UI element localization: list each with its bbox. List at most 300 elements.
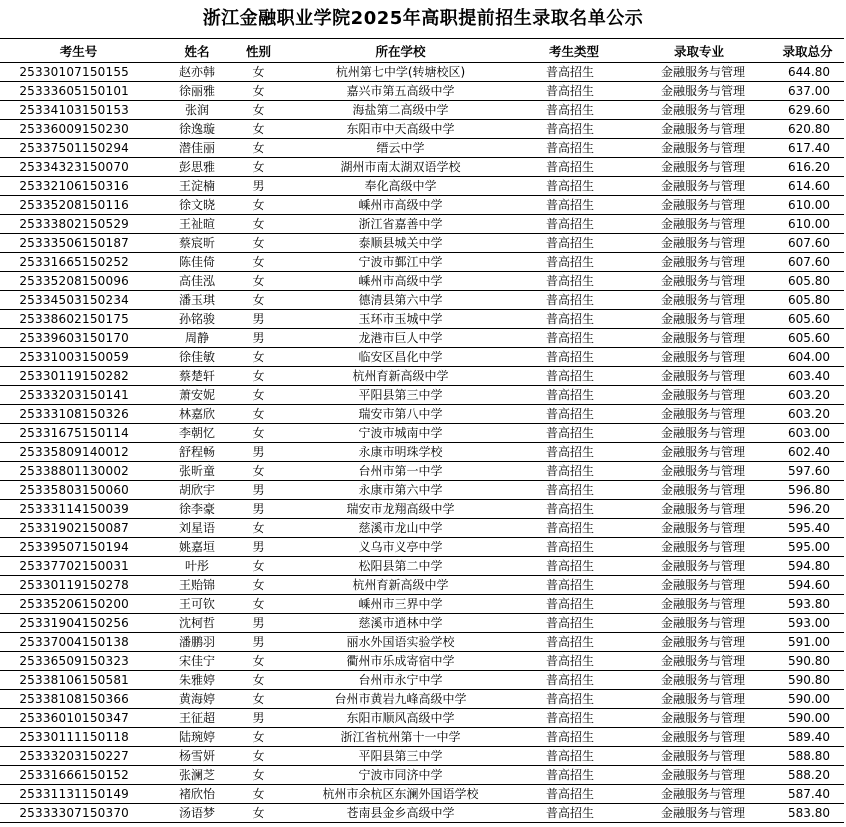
gender-cell: 女 <box>237 63 280 82</box>
candidate-type-cell: 普高招生 <box>521 234 627 253</box>
table-row <box>0 500 844 519</box>
candidate-type-cell: 普高招生 <box>521 101 627 120</box>
table-body <box>0 63 844 823</box>
school-cell: 嵊州市高级中学 <box>280 272 521 291</box>
candidate-id-cell: 25335809140012 <box>0 443 157 462</box>
gender-cell: 男 <box>237 329 280 348</box>
school-cell: 苍南县金乡高级中学 <box>280 804 521 823</box>
school-cell: 杭州市余杭区东澜外国语学校 <box>280 785 521 804</box>
candidate-id-cell: 25338602150175 <box>0 310 157 329</box>
candidate-type-cell: 普高招生 <box>521 652 627 671</box>
table-row <box>0 747 844 766</box>
candidate-type-cell: 普高招生 <box>521 671 627 690</box>
student-name-cell: 王祉暄 <box>157 215 237 234</box>
table-row <box>0 538 844 557</box>
candidate-type-cell: 普高招生 <box>521 747 627 766</box>
gender-cell: 女 <box>237 196 280 215</box>
total-score-cell: 603.20 <box>771 386 844 405</box>
candidate-id-cell: 25333605150101 <box>0 82 157 101</box>
table-row <box>0 576 844 595</box>
candidate-id-cell: 25330107150155 <box>0 63 157 82</box>
candidate-id-cell: 25330111150118 <box>0 728 157 747</box>
major-cell: 金融服务与管理 <box>627 291 771 310</box>
gender-cell: 女 <box>237 462 280 481</box>
candidate-id-cell: 25335208150096 <box>0 272 157 291</box>
student-name-cell: 王征超 <box>157 709 237 728</box>
school-cell: 永康市第六中学 <box>280 481 521 500</box>
candidate-id-cell: 25337702150031 <box>0 557 157 576</box>
candidate-id-cell: 25336009150230 <box>0 120 157 139</box>
table-row <box>0 272 844 291</box>
school-cell: 湖州市南太湖双语学校 <box>280 158 521 177</box>
table-row <box>0 424 844 443</box>
school-cell: 台州市永宁中学 <box>280 671 521 690</box>
candidate-id-cell: 25338801130002 <box>0 462 157 481</box>
gender-cell: 女 <box>237 766 280 785</box>
total-score-cell: 594.60 <box>771 576 844 595</box>
table-row <box>0 804 844 823</box>
candidate-id-cell: 25336509150323 <box>0 652 157 671</box>
table-row <box>0 253 844 272</box>
total-score-cell: 605.80 <box>771 291 844 310</box>
school-cell: 平阳县第三中学 <box>280 747 521 766</box>
candidate-id-cell: 25331902150087 <box>0 519 157 538</box>
candidate-id-cell: 25331666150152 <box>0 766 157 785</box>
major-cell: 金融服务与管理 <box>627 348 771 367</box>
total-score-cell: 607.60 <box>771 253 844 272</box>
table-row <box>0 386 844 405</box>
major-cell: 金融服务与管理 <box>627 234 771 253</box>
gender-cell: 女 <box>237 785 280 804</box>
gender-cell: 女 <box>237 272 280 291</box>
student-name-cell: 彭思雅 <box>157 158 237 177</box>
candidate-type-cell: 普高招生 <box>521 462 627 481</box>
table-row <box>0 196 844 215</box>
table-row <box>0 519 844 538</box>
candidate-id-cell: 25339603150170 <box>0 329 157 348</box>
total-score-cell: 587.40 <box>771 785 844 804</box>
student-name-cell: 杨雪妍 <box>157 747 237 766</box>
column-header-candidate-type: 考生类型 <box>521 39 627 63</box>
major-cell: 金融服务与管理 <box>627 614 771 633</box>
candidate-type-cell: 普高招生 <box>521 443 627 462</box>
candidate-type-cell: 普高招生 <box>521 728 627 747</box>
student-name-cell: 张润 <box>157 101 237 120</box>
table-row <box>0 557 844 576</box>
student-name-cell: 林嘉欣 <box>157 405 237 424</box>
student-name-cell: 陆琬婷 <box>157 728 237 747</box>
gender-cell: 男 <box>237 177 280 196</box>
table-row <box>0 177 844 196</box>
gender-cell: 男 <box>237 538 280 557</box>
candidate-type-cell: 普高招生 <box>521 557 627 576</box>
total-score-cell: 595.40 <box>771 519 844 538</box>
gender-cell: 男 <box>237 310 280 329</box>
school-cell: 缙云中学 <box>280 139 521 158</box>
student-name-cell: 叶彤 <box>157 557 237 576</box>
school-cell: 瑞安市龙翔高级中学 <box>280 500 521 519</box>
major-cell: 金融服务与管理 <box>627 766 771 785</box>
table-row <box>0 348 844 367</box>
major-cell: 金融服务与管理 <box>627 709 771 728</box>
table-row <box>0 310 844 329</box>
school-cell: 浙江省杭州第十一中学 <box>280 728 521 747</box>
candidate-id-cell: 25338106150581 <box>0 671 157 690</box>
candidate-type-cell: 普高招生 <box>521 63 627 82</box>
school-cell: 宁波市鄞江中学 <box>280 253 521 272</box>
gender-cell: 女 <box>237 291 280 310</box>
major-cell: 金融服务与管理 <box>627 804 771 823</box>
gender-cell: 男 <box>237 633 280 652</box>
total-score-cell: 583.80 <box>771 804 844 823</box>
school-cell: 衢州市乐成寄宿中学 <box>280 652 521 671</box>
total-score-cell: 610.00 <box>771 215 844 234</box>
student-name-cell: 汤语梦 <box>157 804 237 823</box>
student-name-cell: 徐佳敏 <box>157 348 237 367</box>
total-score-cell: 603.20 <box>771 405 844 424</box>
candidate-id-cell: 25338108150366 <box>0 690 157 709</box>
student-name-cell: 陈佳倚 <box>157 253 237 272</box>
school-cell: 慈溪市逍林中学 <box>280 614 521 633</box>
candidate-id-cell: 25333802150529 <box>0 215 157 234</box>
major-cell: 金融服务与管理 <box>627 481 771 500</box>
school-cell: 义乌市义亭中学 <box>280 538 521 557</box>
table-row <box>0 158 844 177</box>
table-row <box>0 728 844 747</box>
major-cell: 金融服务与管理 <box>627 538 771 557</box>
candidate-id-cell: 25337004150138 <box>0 633 157 652</box>
table-row <box>0 633 844 652</box>
total-score-cell: 588.20 <box>771 766 844 785</box>
candidate-type-cell: 普高招生 <box>521 158 627 177</box>
school-cell: 嵊州市高级中学 <box>280 196 521 215</box>
gender-cell: 女 <box>237 595 280 614</box>
gender-cell: 女 <box>237 158 280 177</box>
total-score-cell: 595.00 <box>771 538 844 557</box>
total-score-cell: 605.80 <box>771 272 844 291</box>
candidate-id-cell: 25333114150039 <box>0 500 157 519</box>
gender-cell: 女 <box>237 690 280 709</box>
school-cell: 临安区昌化中学 <box>280 348 521 367</box>
student-name-cell: 徐李豪 <box>157 500 237 519</box>
gender-cell: 男 <box>237 614 280 633</box>
student-name-cell: 潘玉琪 <box>157 291 237 310</box>
major-cell: 金融服务与管理 <box>627 595 771 614</box>
gender-cell: 女 <box>237 728 280 747</box>
total-score-cell: 596.20 <box>771 500 844 519</box>
candidate-type-cell: 普高招生 <box>521 348 627 367</box>
total-score-cell: 590.80 <box>771 652 844 671</box>
column-header-candidate-id: 考生号 <box>0 39 157 63</box>
candidate-id-cell: 25333307150370 <box>0 804 157 823</box>
candidate-type-cell: 普高招生 <box>521 424 627 443</box>
candidate-type-cell: 普高招生 <box>521 633 627 652</box>
candidate-type-cell: 普高招生 <box>521 785 627 804</box>
candidate-id-cell: 25335208150116 <box>0 196 157 215</box>
candidate-type-cell: 普高招生 <box>521 253 627 272</box>
candidate-type-cell: 普高招生 <box>521 120 627 139</box>
candidate-type-cell: 普高招生 <box>521 519 627 538</box>
school-cell: 嵊州市三界中学 <box>280 595 521 614</box>
table-row <box>0 120 844 139</box>
table-row <box>0 462 844 481</box>
candidate-id-cell: 25336010150347 <box>0 709 157 728</box>
table-row <box>0 671 844 690</box>
gender-cell: 女 <box>237 424 280 443</box>
gender-cell: 女 <box>237 652 280 671</box>
gender-cell: 女 <box>237 139 280 158</box>
admission-table <box>0 38 844 823</box>
candidate-id-cell: 25333108150326 <box>0 405 157 424</box>
major-cell: 金融服务与管理 <box>627 63 771 82</box>
major-cell: 金融服务与管理 <box>627 690 771 709</box>
candidate-id-cell: 25333203150227 <box>0 747 157 766</box>
total-score-cell: 607.60 <box>771 234 844 253</box>
table-row <box>0 367 844 386</box>
gender-cell: 女 <box>237 253 280 272</box>
candidate-id-cell: 25332106150316 <box>0 177 157 196</box>
student-name-cell: 潜佳丽 <box>157 139 237 158</box>
school-cell: 浙江省嘉善中学 <box>280 215 521 234</box>
student-name-cell: 朱雅婷 <box>157 671 237 690</box>
column-header-school: 所在学校 <box>280 39 521 63</box>
student-name-cell: 赵亦韩 <box>157 63 237 82</box>
school-cell: 宁波市城南中学 <box>280 424 521 443</box>
school-cell: 松阳县第二中学 <box>280 557 521 576</box>
total-score-cell: 603.40 <box>771 367 844 386</box>
student-name-cell: 姚嘉垣 <box>157 538 237 557</box>
total-score-cell: 614.60 <box>771 177 844 196</box>
student-name-cell: 沈柯哲 <box>157 614 237 633</box>
total-score-cell: 590.80 <box>771 671 844 690</box>
student-name-cell: 徐丽雅 <box>157 82 237 101</box>
school-cell: 宁波市同济中学 <box>280 766 521 785</box>
gender-cell: 女 <box>237 671 280 690</box>
candidate-type-cell: 普高招生 <box>521 405 627 424</box>
gender-cell: 女 <box>237 804 280 823</box>
total-score-cell: 644.80 <box>771 63 844 82</box>
student-name-cell: 张澜芝 <box>157 766 237 785</box>
total-score-cell: 588.80 <box>771 747 844 766</box>
gender-cell: 女 <box>237 747 280 766</box>
gender-cell: 男 <box>237 709 280 728</box>
total-score-cell: 620.80 <box>771 120 844 139</box>
major-cell: 金融服务与管理 <box>627 747 771 766</box>
candidate-id-cell: 25333506150187 <box>0 234 157 253</box>
school-cell: 东阳市中天高级中学 <box>280 120 521 139</box>
candidate-type-cell: 普高招生 <box>521 291 627 310</box>
gender-cell: 女 <box>237 367 280 386</box>
student-name-cell: 黄海婷 <box>157 690 237 709</box>
table-row <box>0 63 844 82</box>
gender-cell: 女 <box>237 519 280 538</box>
major-cell: 金融服务与管理 <box>627 443 771 462</box>
major-cell: 金融服务与管理 <box>627 728 771 747</box>
candidate-type-cell: 普高招生 <box>521 177 627 196</box>
gender-cell: 男 <box>237 500 280 519</box>
major-cell: 金融服务与管理 <box>627 500 771 519</box>
total-score-cell: 594.80 <box>771 557 844 576</box>
major-cell: 金融服务与管理 <box>627 576 771 595</box>
candidate-id-cell: 25337501150294 <box>0 139 157 158</box>
major-cell: 金融服务与管理 <box>627 785 771 804</box>
table-row <box>0 291 844 310</box>
school-cell: 杭州育新高级中学 <box>280 576 521 595</box>
major-cell: 金融服务与管理 <box>627 158 771 177</box>
total-score-cell: 597.60 <box>771 462 844 481</box>
candidate-type-cell: 普高招生 <box>521 538 627 557</box>
column-header-total-score: 录取总分 <box>771 39 844 63</box>
school-cell: 杭州第七中学(转塘校区) <box>280 63 521 82</box>
student-name-cell: 周静 <box>157 329 237 348</box>
table-row <box>0 652 844 671</box>
school-cell: 奉化高级中学 <box>280 177 521 196</box>
gender-cell: 女 <box>237 120 280 139</box>
gender-cell: 女 <box>237 215 280 234</box>
school-cell: 龙港市巨人中学 <box>280 329 521 348</box>
candidate-type-cell: 普高招生 <box>521 139 627 158</box>
table-row <box>0 595 844 614</box>
major-cell: 金融服务与管理 <box>627 196 771 215</box>
gender-cell: 男 <box>237 481 280 500</box>
total-score-cell: 617.40 <box>771 139 844 158</box>
student-name-cell: 胡欣宇 <box>157 481 237 500</box>
candidate-type-cell: 普高招生 <box>521 82 627 101</box>
school-cell: 台州市第一中学 <box>280 462 521 481</box>
candidate-id-cell: 25333203150141 <box>0 386 157 405</box>
table-row <box>0 785 844 804</box>
candidate-type-cell: 普高招生 <box>521 500 627 519</box>
total-score-cell: 593.00 <box>771 614 844 633</box>
gender-cell: 女 <box>237 557 280 576</box>
candidate-type-cell: 普高招生 <box>521 576 627 595</box>
student-name-cell: 褚欣怡 <box>157 785 237 804</box>
candidate-type-cell: 普高招生 <box>521 386 627 405</box>
total-score-cell: 589.40 <box>771 728 844 747</box>
school-cell: 东阳市顺风高级中学 <box>280 709 521 728</box>
school-cell: 泰顺县城关中学 <box>280 234 521 253</box>
student-name-cell: 宋佳宁 <box>157 652 237 671</box>
student-name-cell: 徐文晓 <box>157 196 237 215</box>
school-cell: 平阳县第三中学 <box>280 386 521 405</box>
column-header-gender: 性别 <box>237 39 280 63</box>
gender-cell: 女 <box>237 234 280 253</box>
student-name-cell: 舒程畅 <box>157 443 237 462</box>
major-cell: 金融服务与管理 <box>627 671 771 690</box>
candidate-type-cell: 普高招生 <box>521 367 627 386</box>
student-name-cell: 王贻锦 <box>157 576 237 595</box>
candidate-type-cell: 普高招生 <box>521 272 627 291</box>
total-score-cell: 616.20 <box>771 158 844 177</box>
school-cell: 瑞安市第八中学 <box>280 405 521 424</box>
candidate-id-cell: 25335803150060 <box>0 481 157 500</box>
table-row <box>0 443 844 462</box>
major-cell: 金融服务与管理 <box>627 139 771 158</box>
total-score-cell: 605.60 <box>771 329 844 348</box>
major-cell: 金融服务与管理 <box>627 557 771 576</box>
student-name-cell: 蔡宸昕 <box>157 234 237 253</box>
school-cell: 永康市明珠学校 <box>280 443 521 462</box>
candidate-type-cell: 普高招生 <box>521 481 627 500</box>
gender-cell: 女 <box>237 405 280 424</box>
student-name-cell: 王可钦 <box>157 595 237 614</box>
page-title: 浙江金融职业学院2025年高职提前招生录取名单公示 <box>202 8 644 29</box>
candidate-type-cell: 普高招生 <box>521 690 627 709</box>
student-name-cell: 刘星语 <box>157 519 237 538</box>
candidate-type-cell: 普高招生 <box>521 310 627 329</box>
major-cell: 金融服务与管理 <box>627 101 771 120</box>
candidate-id-cell: 25330119150282 <box>0 367 157 386</box>
candidate-id-cell: 25330119150278 <box>0 576 157 595</box>
major-cell: 金融服务与管理 <box>627 424 771 443</box>
candidate-id-cell: 25331003150059 <box>0 348 157 367</box>
major-cell: 金融服务与管理 <box>627 329 771 348</box>
table-row <box>0 215 844 234</box>
major-cell: 金融服务与管理 <box>627 462 771 481</box>
table-row <box>0 709 844 728</box>
table-row <box>0 614 844 633</box>
student-name-cell: 潘鹏羽 <box>157 633 237 652</box>
gender-cell: 女 <box>237 101 280 120</box>
total-score-cell: 637.00 <box>771 82 844 101</box>
student-name-cell: 蔡楚轩 <box>157 367 237 386</box>
candidate-id-cell: 25331665150252 <box>0 253 157 272</box>
candidate-id-cell: 25331675150114 <box>0 424 157 443</box>
major-cell: 金融服务与管理 <box>627 519 771 538</box>
column-header-major: 录取专业 <box>627 39 771 63</box>
total-score-cell: 596.80 <box>771 481 844 500</box>
table-row <box>0 82 844 101</box>
total-score-cell: 602.40 <box>771 443 844 462</box>
candidate-id-cell: 25334323150070 <box>0 158 157 177</box>
gender-cell: 女 <box>237 576 280 595</box>
student-name-cell: 萧安妮 <box>157 386 237 405</box>
candidate-type-cell: 普高招生 <box>521 766 627 785</box>
candidate-type-cell: 普高招生 <box>521 804 627 823</box>
major-cell: 金融服务与管理 <box>627 120 771 139</box>
major-cell: 金融服务与管理 <box>627 633 771 652</box>
total-score-cell: 593.80 <box>771 595 844 614</box>
candidate-id-cell: 25331131150149 <box>0 785 157 804</box>
student-name-cell: 高佳泓 <box>157 272 237 291</box>
total-score-cell: 591.00 <box>771 633 844 652</box>
candidate-type-cell: 普高招生 <box>521 614 627 633</box>
major-cell: 金融服务与管理 <box>627 310 771 329</box>
student-name-cell: 张昕童 <box>157 462 237 481</box>
candidate-id-cell: 25339507150194 <box>0 538 157 557</box>
candidate-id-cell: 25334103150153 <box>0 101 157 120</box>
school-cell: 德清县第六中学 <box>280 291 521 310</box>
total-score-cell: 590.00 <box>771 690 844 709</box>
school-cell: 台州市黄岩九峰高级中学 <box>280 690 521 709</box>
student-name-cell: 李朝忆 <box>157 424 237 443</box>
header-row <box>0 39 844 63</box>
major-cell: 金融服务与管理 <box>627 253 771 272</box>
table-row <box>0 139 844 158</box>
candidate-type-cell: 普高招生 <box>521 595 627 614</box>
gender-cell: 女 <box>237 82 280 101</box>
school-cell: 慈溪市龙山中学 <box>280 519 521 538</box>
candidate-id-cell: 25335206150200 <box>0 595 157 614</box>
table-row <box>0 329 844 348</box>
major-cell: 金融服务与管理 <box>627 405 771 424</box>
total-score-cell: 610.00 <box>771 196 844 215</box>
candidate-type-cell: 普高招生 <box>521 196 627 215</box>
major-cell: 金融服务与管理 <box>627 82 771 101</box>
student-name-cell: 徐逸璇 <box>157 120 237 139</box>
table-row <box>0 101 844 120</box>
school-cell: 杭州育新高级中学 <box>280 367 521 386</box>
